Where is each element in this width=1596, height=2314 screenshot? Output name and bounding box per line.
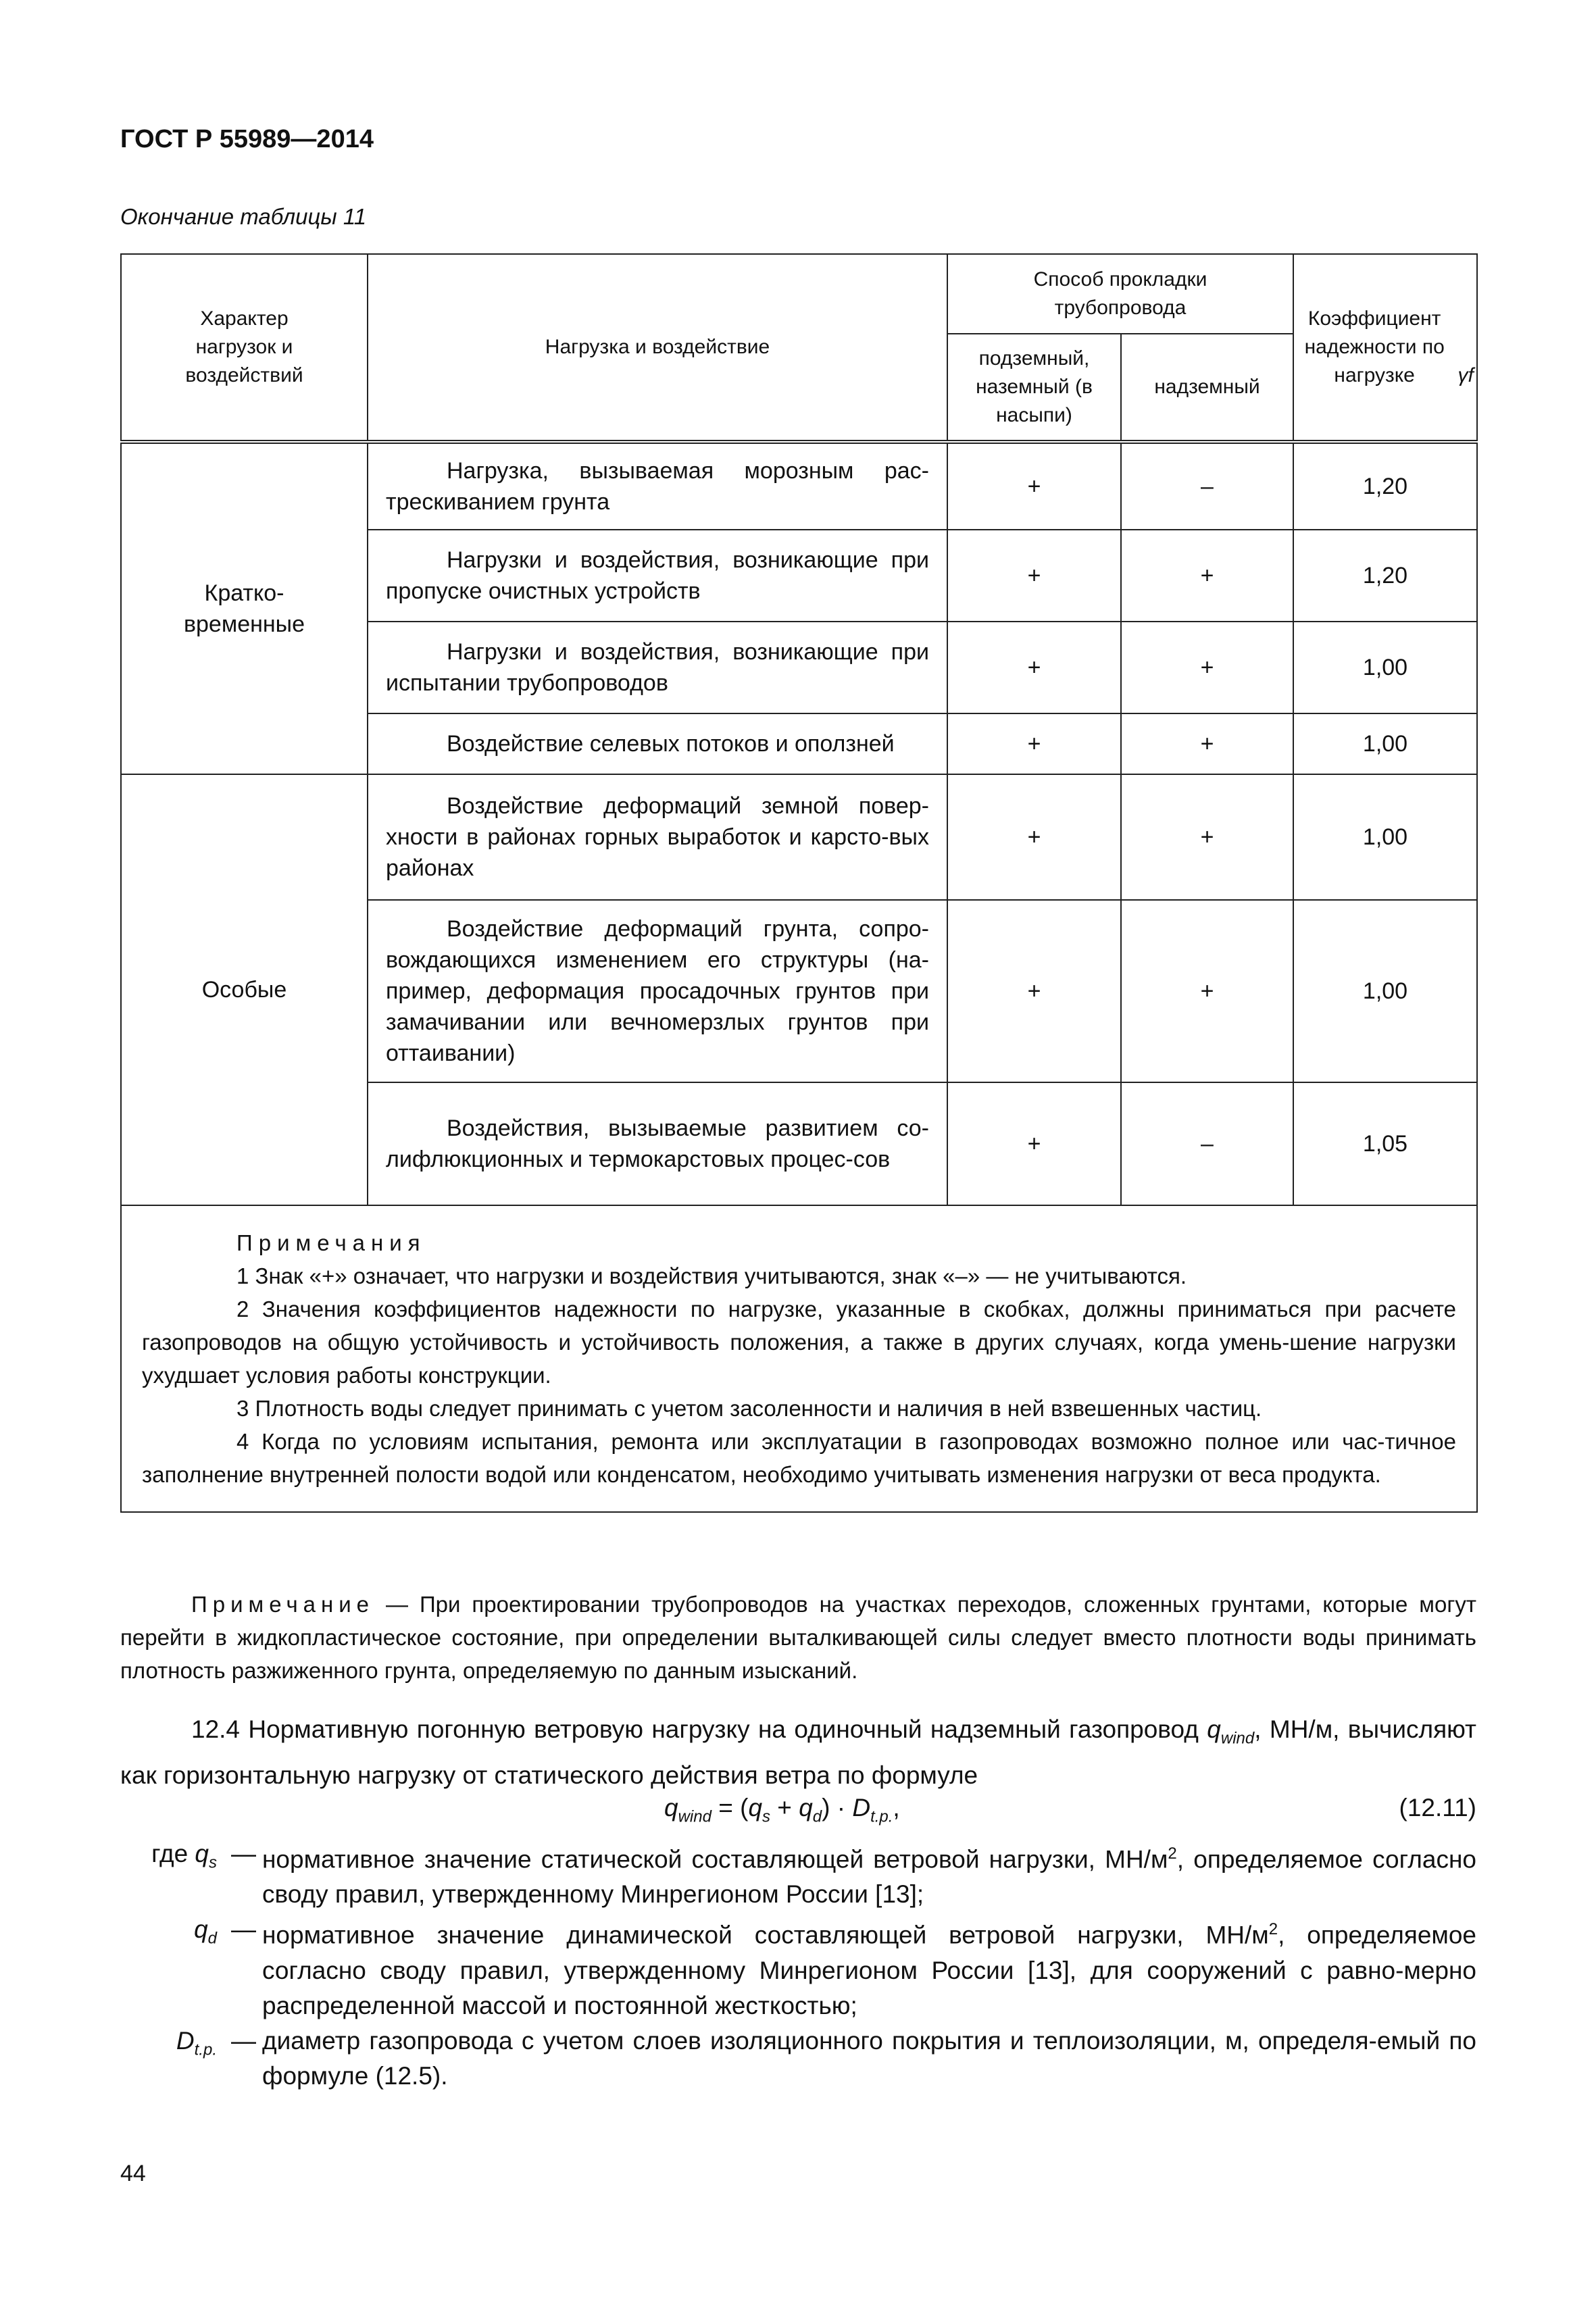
- notes-row: [121, 1205, 1477, 1512]
- load-cell: Воздействие деформаций земной повер-хности в районах горных выработок и карсто-вых районах: [368, 774, 947, 900]
- formula-number: (12.11): [1399, 1794, 1476, 1821]
- coefficient-value: 1,00: [1293, 622, 1477, 713]
- table-notes: [121, 1205, 1477, 1512]
- overground-mark: +: [1121, 774, 1293, 900]
- definitions-list: [120, 1836, 1476, 2094]
- gamma-f-symbol: γf: [1457, 364, 1474, 386]
- table-row: [121, 442, 1477, 530]
- underground-mark: +: [947, 1082, 1121, 1205]
- overground-mark: +: [1121, 900, 1293, 1082]
- header-load: Нагрузка и воздействие: [368, 254, 947, 442]
- note-item: 4 Когда по условиям испытания, ремонта или эксплуатации в газопроводах возможно полное или час-тичное заполнение внутренней полости водой или конденсатом, необходимо учитывать изменения нагрузки от веса продукта.: [142, 1429, 1456, 1487]
- header-underground: подземный, наземный (в насыпи): [947, 334, 1121, 442]
- overground-mark: +: [1121, 622, 1293, 713]
- header-method: Способ прокладки трубопровода: [947, 254, 1293, 334]
- load-cell: Нагрузки и воздействия, возникающие при испытании трубопроводов: [368, 622, 947, 713]
- table-row: [121, 774, 1477, 900]
- loads-table: [120, 253, 1478, 1513]
- underground-mark: +: [947, 774, 1121, 900]
- underground-mark: +: [947, 622, 1121, 713]
- table-caption: Окончание таблицы 11: [120, 204, 367, 229]
- coefficient-value: 1,00: [1293, 774, 1477, 900]
- note-text: — При проектировании трубопроводов на участках переходов, сложенных грунтами, которые могут перейти в жидкопластическое состояние, при определении выталкивающей силы следует вместо плотности воды принимать плотность разжиженного грунта, определяемую по данным изысканий.: [120, 1592, 1476, 1683]
- page-number: 44: [120, 2161, 146, 2186]
- category-cell: Кратко-временные: [121, 442, 368, 774]
- paragraph-12-4: 12.4 Нормативную погонную ветровую нагрузку на одиночный надземный газопровод $q_{wind}$, МН/м, вычисляют как горизонтальную нагрузку от статического действия ветра по формуле: [120, 1715, 1476, 1790]
- note-item: 2 Значения коэффициентов надежности по нагрузке, указанные в скобках, должны приниматься при расчете газопроводов на общую устойчивость и устойчивость положения, а также в других случаях, когда умень-шение нагрузки ухудшает условия работы конструкции.: [142, 1297, 1456, 1388]
- category-cell: Особые: [121, 774, 368, 1205]
- note-label: Примечание: [191, 1592, 375, 1617]
- definition-item: где $q_s$ — нормативное значение статической составляющей ветровой нагрузки, $МН/м^2$, определяемое согласно своду правил, утвержденному Минрегионом России [13];: [151, 1840, 1476, 1909]
- overground-mark: –: [1121, 442, 1293, 530]
- load-cell: Воздействие деформаций грунта, сопро-вождающихся изменением его структуры (на-пример, деформация просадочных грунтов при замачивании или вечномерзлых грунтов при оттаивании): [368, 900, 947, 1082]
- header-overground: надземный: [1121, 334, 1293, 442]
- notes-title: Примечания: [236, 1230, 426, 1255]
- overground-mark: +: [1121, 713, 1293, 774]
- load-cell: Нагрузка, вызываемая морозным рас-трескиванием грунта: [368, 442, 947, 530]
- load-cell: Воздействие селевых потоков и оползней: [368, 713, 947, 774]
- header-character: Характер нагрузок и воздействий: [121, 254, 368, 442]
- coefficient-value: 1,00: [1293, 900, 1477, 1082]
- load-cell: Нагрузки и воздействия, возникающие при пропуске очистных устройств: [368, 530, 947, 622]
- underground-mark: +: [947, 900, 1121, 1082]
- coefficient-value: 1,20: [1293, 442, 1477, 530]
- underground-mark: +: [947, 530, 1121, 622]
- coefficient-value: 1,05: [1293, 1082, 1477, 1205]
- note-paragraph: [120, 1588, 1476, 1687]
- underground-mark: +: [947, 442, 1121, 530]
- coefficient-value: 1,00: [1293, 713, 1477, 774]
- definition-item: $D_{t.p.}$ — диаметр газопровода с учетом слоев изоляционного покрытия и теплоизоляции, м, определя-емый по формуле (12.5).: [176, 2026, 1476, 2090]
- document-code: ГОСТ Р 55989—2014: [120, 125, 374, 153]
- header-coefficient: Коэффициент надежности по нагрузке γf: [1293, 254, 1477, 442]
- overground-mark: –: [1121, 1082, 1293, 1205]
- formula-expression: $q_{wind} = (q_s + q_d) \cdot D_{t.p.}$,: [664, 1794, 900, 1826]
- note-item: 3 Плотность воды следует принимать с учетом засоленности и наличия в ней взвешенных частиц.: [236, 1396, 1262, 1421]
- note-item: 1 Знак «+» означает, что нагрузки и воздействия учитываются, знак «–» — не учитываются.: [236, 1263, 1187, 1288]
- coefficient-value: 1,20: [1293, 530, 1477, 622]
- load-cell: Воздействия, вызываемые развитием со-лифлюкционных и термокарстовых процес-сов: [368, 1082, 947, 1205]
- definition-item: $q_d$ — нормативное значение динамической составляющей ветровой нагрузки, $МН/м^2$, определяемое согласно своду правил, утвержденному Минрегионом России [13], для сооружений с равно-мерно распределенной массой и постоянной жесткостью;: [194, 1915, 1476, 2019]
- underground-mark: +: [947, 713, 1121, 774]
- overground-mark: +: [1121, 530, 1293, 622]
